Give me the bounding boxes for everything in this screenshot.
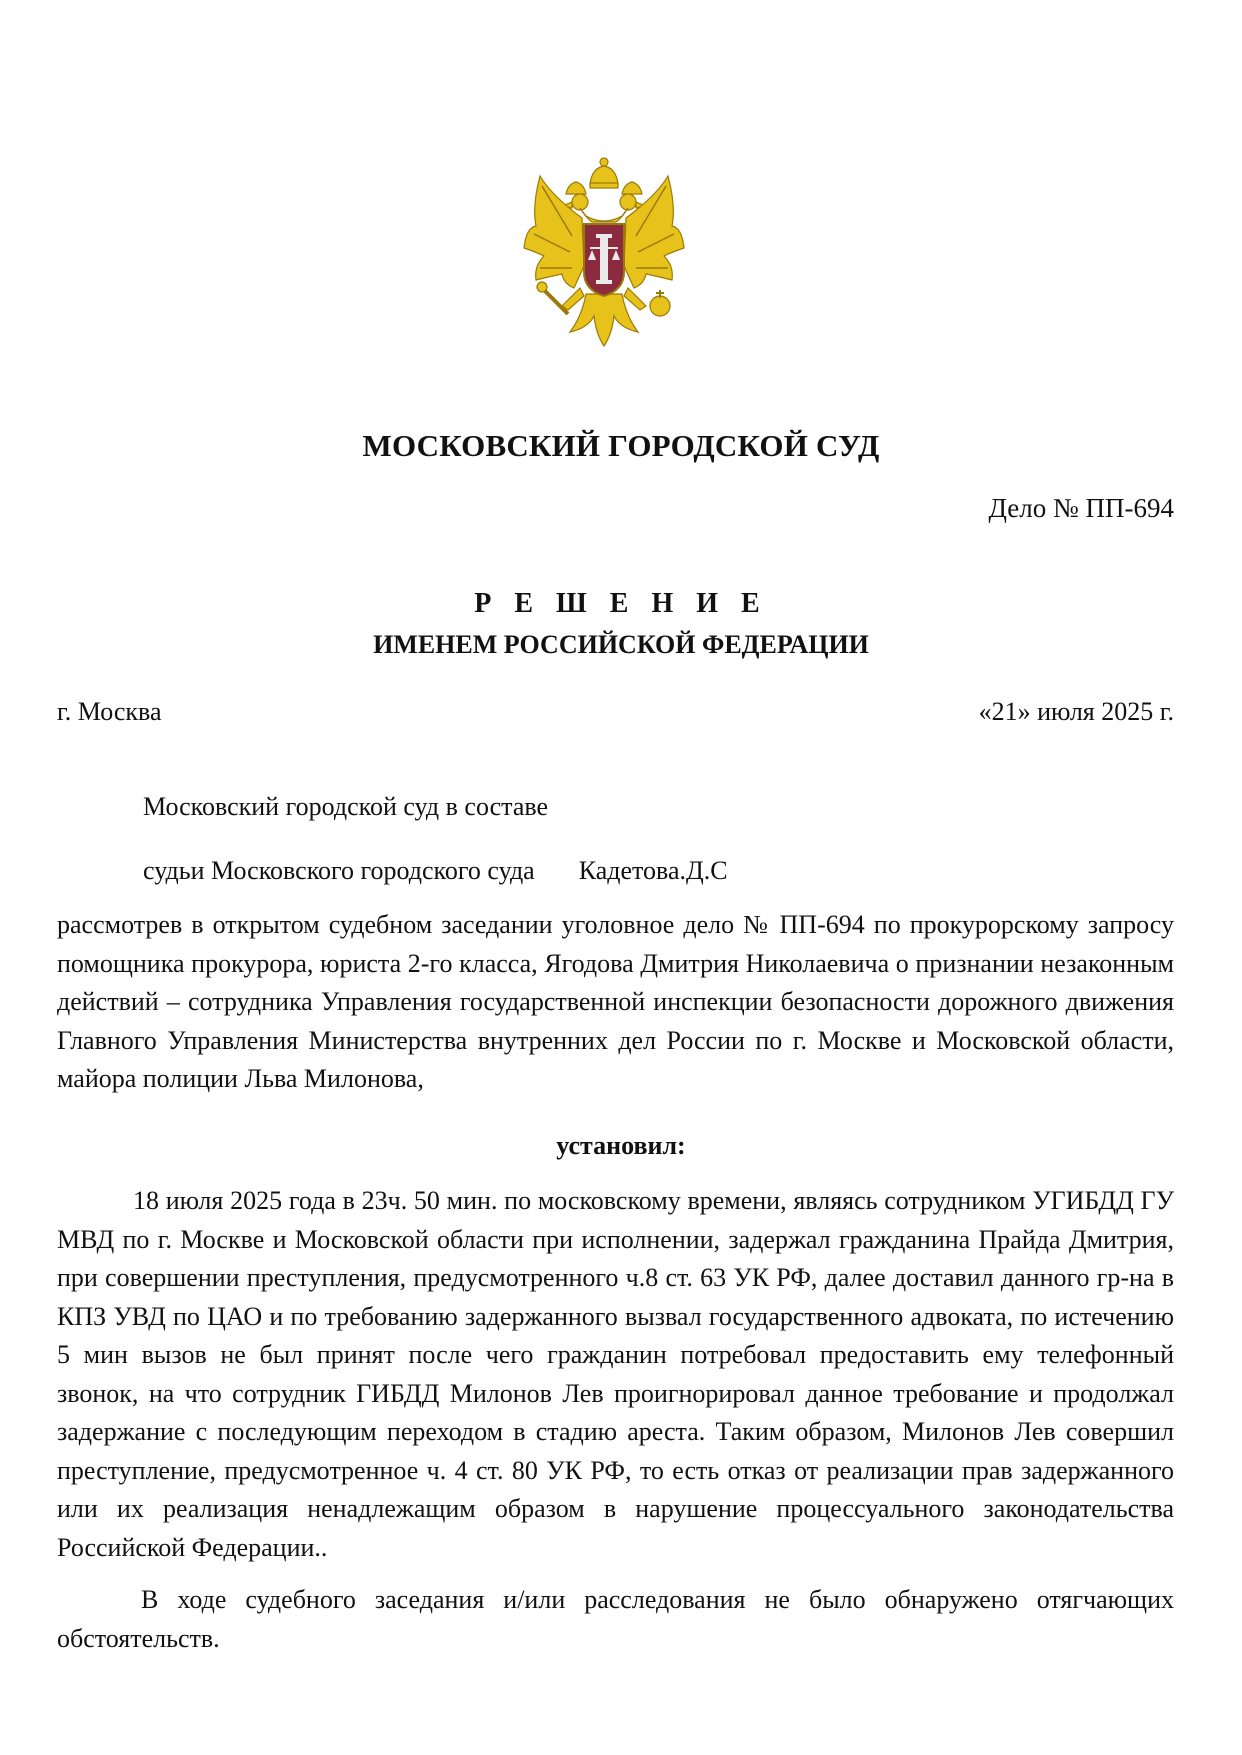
judge-line [143, 856, 728, 886]
intro-paragraph: рассмотрев в открытом судебном заседании уголовное дело № ПП-694 по прокурорскому запросу помощника прокурора, юриста 2-го класса, Ягодова Дмитрия Николаевича о признании незаконным действий – сотрудника Управления государственной инспекции безопасности дорожного движения Главного Управления Министерства внутренних дел России по г. Москве и Московской области, майора полиции Льва Милонова, [57, 910, 1174, 1093]
decision-title: Р Е Ш Е Н И Е [474, 588, 768, 619]
final-paragraph: В ходе судебного заседания и/или расследования не было обнаружено отягчающих обстоятельств. [57, 1585, 1174, 1653]
main-paragraph: 18 июля 2025 года в 23ч. 50 мин. по московскому времени, являясь сотрудником УГИБДД ГУ МВД по г. Москве и Московской области при исполнении, задержал гражданина Прайда Дмитрия, при совершении преступления, предусмотренного ч.8 ст. 63 УК РФ, далее доставил данного гр-на в КПЗ УВД по ЦАО и по требованию задержанного вызвал государственного адвоката, по истечению 5 мин вызов не был принят после чего гражданин потребовал предоставить ему телефонный звонок, на что сотрудник ГИБДД Милонов Лев проигнорировал данное требование и продолжал задержание с последующим переходом в стадию ареста. Таким образом, Милонов Лев совершил преступление, предусмотренное ч. 4 ст. 80 УК РФ, то есть отказ от реализации прав задержанного или их реализация ненадлежащим образом в нарушение процессуального законодательства Российской Федерации.. [57, 1186, 1174, 1562]
decision-subtitle: ИМЕНЕМ РОССИЙСКОЙ ФЕДЕРАЦИИ [373, 630, 869, 659]
city: г. Москва [57, 697, 162, 726]
established-heading: установил: [556, 1131, 686, 1160]
court-name: МОСКОВСКИЙ ГОРОДСКОЙ СУД [362, 428, 880, 463]
judge-name: Кадетова.Д.С [578, 856, 728, 885]
decision-date: «21» июля 2025 г. [978, 697, 1174, 726]
judge-label: судьи Московского городского суда [143, 856, 535, 885]
court-composition: Московский городской суд в составе [143, 792, 549, 821]
case-number: Дело № ПП-694 [988, 493, 1174, 523]
russian-court-coat-of-arms-icon [522, 156, 686, 356]
